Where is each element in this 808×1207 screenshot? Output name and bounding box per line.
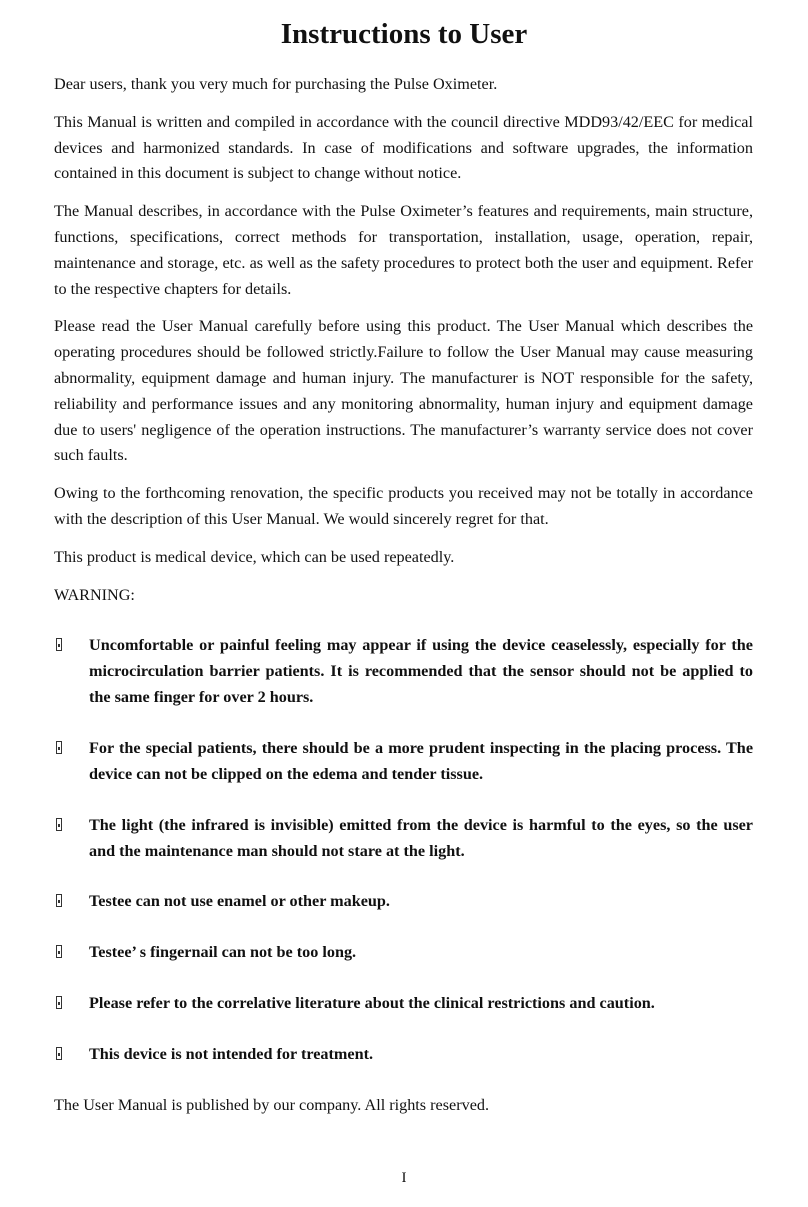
warning-bullet-icon (56, 638, 62, 651)
warning-text: For the special patients, there should be a more prudent inspecting in the placing process. The device can not be clipped on the edema and tender tissue. (89, 738, 753, 783)
warning-text: The light (the infrared is invisible) emitted from the device is harmful to the eyes, so the user and the maintenance man should not stare at the light. (89, 815, 753, 860)
warning-item (54, 813, 753, 865)
paragraph-medical-device: This product is medical device, which can be used repeatedly. (54, 547, 455, 566)
page-title: Instructions to User (280, 18, 528, 50)
paragraph-manual-description: The Manual describes, in accordance with the Pulse Oximeter’s features and requirements, main structure, functions, specifications, correct methods for transportation, installation, usage, operation, repair, maintenance and storage, etc. as well as the safety procedures to protect both the user and equipment. Refer to the respective chapters for details. (54, 202, 753, 298)
warning-bullet-icon (56, 818, 62, 831)
warning-item (54, 1042, 753, 1068)
warning-item (54, 940, 753, 966)
paragraph-renovation: Owing to the forthcoming renovation, the specific products you received may not be totally in accordance with the description of this User Manual. We would sincerely regret for that. (54, 484, 753, 528)
warning-bullet-icon (56, 741, 62, 754)
warning-text: Testee’ s fingernail can not be too long. (89, 943, 357, 962)
warning-bullet-icon (56, 945, 62, 958)
warning-heading: WARNING: (54, 585, 135, 604)
warning-text: Uncomfortable or painful feeling may appear if using the device ceaselessly, especially for the microcirculation barrier patients. It is recommended that the sensor should not be applied to the same finger for over 2 hours. (89, 636, 753, 706)
warning-bullet-icon (56, 894, 62, 907)
document-body (54, 72, 753, 1119)
warning-text: This device is not intended for treatment. (89, 1045, 374, 1064)
paragraph-directive: This Manual is written and compiled in accordance with the council directive MDD93/42/EEC for medical devices and harmonized standards. In case of modifications and software upgrades, the information contained in this document is subject to change without notice. (54, 112, 753, 183)
warning-bullet-icon (56, 1047, 62, 1060)
paragraph-greeting: Dear users, thank you very much for purchasing the Pulse Oximeter. (54, 75, 498, 93)
warning-bullet-icon (56, 996, 62, 1009)
warning-text: Please refer to the correlative literature about the clinical restrictions and caution. (89, 994, 655, 1013)
warning-item (54, 736, 753, 788)
warning-text: Testee can not use enamel or other makeup. (89, 892, 390, 911)
warning-list (54, 633, 753, 1068)
page-number: I (401, 1170, 407, 1186)
closing-statement: The User Manual is published by our company. All rights reserved. (54, 1096, 490, 1115)
warning-item (54, 633, 753, 710)
warning-item (54, 991, 753, 1017)
paragraph-read-carefully: Please read the User Manual carefully before using this product. The User Manual which describes the operating procedures should be followed strictly.Failure to follow the User Manual may cause measuring abnormality, equipment damage and human injury. The manufacturer is NOT responsible for the safety, reliability and performance issues and any monitoring abnormality, human injury and equipment damage due to users' negligence of the operation instructions. The manufacturer’s warranty service does not cover such faults. (54, 317, 753, 465)
warning-item (54, 889, 753, 915)
